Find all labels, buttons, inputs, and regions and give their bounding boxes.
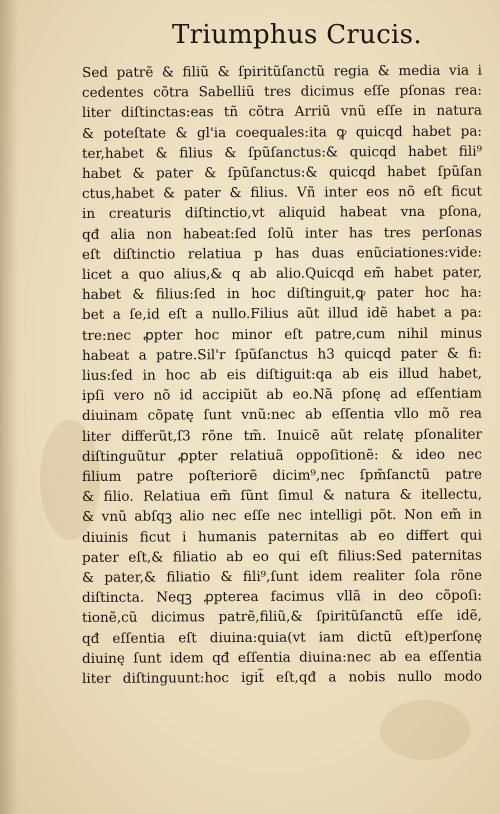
body-text [82, 63, 482, 689]
text-line: diuinis ficut i humanis paternitas ab eo differt qui [81, 527, 483, 546]
text-line: lius:ſed in hoc ab eis diſtiguit:qa ab eis illud habet, [81, 365, 483, 385]
text-line: habet & filius:ſed in hoc diſtinguit,ꝙ pater hoc ha: [81, 284, 483, 304]
running-head: Triumphus Crucis. [172, 20, 422, 50]
text-line: ter,habet & filius & ſpũſanctus:& quicqd habet fili⁹ [81, 143, 483, 162]
text-line: pater eſt,& filiatio ab eo qui eſt filius:Sed paternitas [81, 547, 483, 566]
text-line: in creaturis diſtinctio,vt aliquid habeat vna pſona, [81, 203, 483, 223]
text-line: cedentes cõtra Sabelliũ tres dicimus eſſe pſonas rea: [81, 82, 483, 102]
text-line: tionẽ,cũ dicimus patrẽ,filiũ,& ſpiritũſanctũ eſſe idẽ, [81, 608, 483, 627]
text-line: liter diſtinguunt:hoc igit̃ eſt,qđ a nobis nullo modo [81, 668, 483, 688]
text-line: ipſi vero nõ id accipiũt ab eo.Nã pſonę ad eſſentiam [81, 385, 483, 405]
text-line: & vnũ abſqꝫ alio nec eſſe nec intelligi põt. Non em̃ in [81, 507, 483, 526]
text-line: licet a quo alius,& q ab alio.Quicqd em̃ habet pater, [81, 264, 483, 284]
text-line: diſtincta. Neqꝫ ꝓpterea facimus vllã in deo cõpoſi: [81, 587, 483, 607]
text-line: & poteſtate & gl'ia coequales:ita ꝙ quicqd habet pa: [81, 123, 483, 142]
text-line: liter differũt,ſ3 rõne tm̃. Inuicẽ aũt relatę pſonaliter [81, 426, 483, 445]
gutter-shadow [0, 0, 18, 814]
text-line: diuinę ſunt idem qđ eſſentia diuina:nec ab ea eſſentia [81, 648, 483, 667]
text-line: habeat a patre.Sil'r ſpũſanctus h3 quicqd pater & fi: [81, 345, 483, 364]
text-line: habet & pater & ſpũſanctus:& quicqd habet ſpũſan [81, 163, 483, 183]
text-line: filium patre poſteriorẽ dicim⁹,nec ſpm̃ſanctũ patre [81, 466, 483, 486]
text-line: & filio. Relatiua em̃ ſũnt ſimul & natura & itellectu, [81, 486, 483, 506]
text-line: tre:nec ꝓpter hoc minor eſt patre,cum nihil minus [81, 325, 483, 344]
text-line: eſt diſtinctio relatiua p has duas enũciationes:vide: [81, 244, 483, 263]
text-line: Sed patrẽ & filiũ & ſpiritũſanctũ regia & media via i [81, 62, 483, 81]
text-line: diuinam cõpatę ſunt vnũ:nec ab eſſentia vllo mõ rea [81, 406, 483, 425]
text-line: qđ alia non habeat:ſed ſolũ inter has tres perſonas [81, 224, 483, 243]
text-line: liter diſtinctas:eas tñ cõtra Arriũ vnũ eſſe in natura [81, 102, 483, 122]
text-line: & pater,& filiatio & fili⁹,ſunt idem realiter ſola rõne [81, 567, 483, 587]
text-line: diſtinguũtur ꝓpter relatiuã oppoſitionẽ: & ideo nec [81, 446, 483, 465]
paper-stain [380, 700, 470, 760]
text-line: qđ eſſentia eſt diuina:quia(vt iam dictũ eſt)perſonę [81, 628, 483, 647]
text-line: ctus,habet & pater & filius. Vñ inter eos nõ eſt ficut [81, 183, 483, 203]
text-line: bet a ſe,id eſt a nullo.Filius aũt illud idẽ habet a pa: [81, 304, 483, 324]
